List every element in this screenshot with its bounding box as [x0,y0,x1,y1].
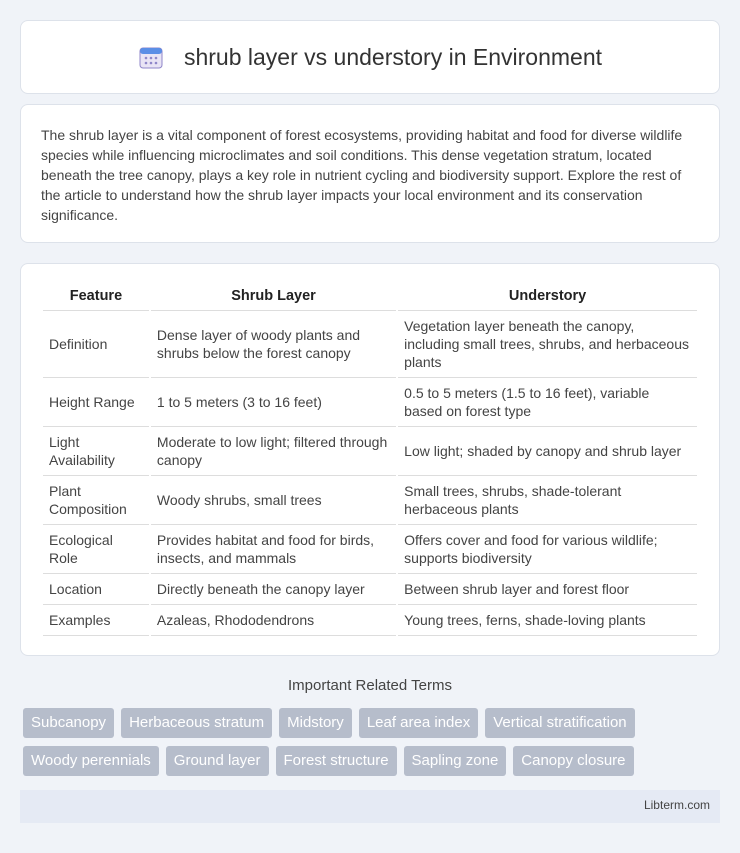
table-cell: Ecological Role [43,525,149,574]
table-cell: Examples [43,605,149,636]
table-cell: Height Range [43,378,149,427]
table-cell: Moderate to low light; filtered through canopy [151,427,396,476]
table-row [43,605,697,636]
tag-ground-layer[interactable]: Ground layer [166,746,269,776]
table-cell: Low light; shaded by canopy and shrub layer [398,427,697,476]
column-header: Understory [398,282,697,311]
table-cell: Directly beneath the canopy layer [151,574,396,605]
related-terms-title: Important Related Terms [288,677,452,694]
table-cell: Offers cover and food for various wildlife; supports biodiversity [398,525,697,574]
table-row [43,574,697,605]
page-title: shrub layer vs understory in Environment [183,43,603,70]
table-row [43,311,697,378]
table-cell: Light Availability [43,427,149,476]
footer-site-link[interactable]: Libterm.com [643,798,710,812]
table-row [43,427,697,476]
table-cell: Dense layer of woody plants and shrubs below the forest canopy [151,311,396,378]
tag-herbaceous-stratum[interactable]: Herbaceous stratum [121,708,272,738]
table-cell: Small trees, shrubs, shade-tolerant herbaceous plants [398,476,697,525]
footer [20,790,720,823]
page-header [20,20,720,94]
tag-subcanopy[interactable]: Subcanopy [23,708,114,738]
table-cell: Plant Composition [43,476,149,525]
table-cell: Location [43,574,149,605]
intro-card [20,104,720,243]
tag-sapling-zone[interactable]: Sapling zone [404,746,507,776]
table-row [43,378,697,427]
tag-woody-perennials[interactable]: Woody perennials [23,746,159,776]
tag-forest-structure[interactable]: Forest structure [276,746,397,776]
table-cell: Between shrub layer and forest floor [398,574,697,605]
column-header: Shrub Layer [151,282,396,311]
related-terms-list [23,708,723,776]
table-cell: Azaleas, Rhododendrons [151,605,396,636]
table-cell: Young trees, ferns, shade-loving plants [398,605,697,636]
table-cell: Provides habitat and food for birds, insects, and mammals [151,525,396,574]
table-cell: Vegetation layer beneath the canopy, including small trees, shrubs, and herbaceous plants [398,311,697,378]
table-cell: 0.5 to 5 meters (1.5 to 16 feet), variable based on forest type [398,378,697,427]
tag-vertical-stratification[interactable]: Vertical stratification [485,708,634,738]
comparison-card [20,263,720,656]
calendar-icon [138,44,164,70]
column-header: Feature [43,282,149,311]
tag-leaf-area-index[interactable]: Leaf area index [359,708,478,738]
table-header-row [43,282,697,311]
table-row [43,525,697,574]
table-cell: Woody shrubs, small trees [151,476,396,525]
tag-canopy-closure[interactable]: Canopy closure [513,746,633,776]
tag-midstory[interactable]: Midstory [279,708,352,738]
table-row [43,476,697,525]
table-cell: Definition [43,311,149,378]
table-cell: 1 to 5 meters (3 to 16 feet) [151,378,396,427]
comparison-table [41,282,699,636]
intro-text: The shrub layer is a vital component of forest ecosystems, providing habitat and food for diverse wildlife species while influencing microclimates and soil conditions. This dense vegetation stratum, located beneath the tree canopy, plays a key role in nutrient cycling and biodiversity support. Explore the rest of the article to understand how the shrub layer impacts your local environment and its conservation significance. [41,127,683,223]
